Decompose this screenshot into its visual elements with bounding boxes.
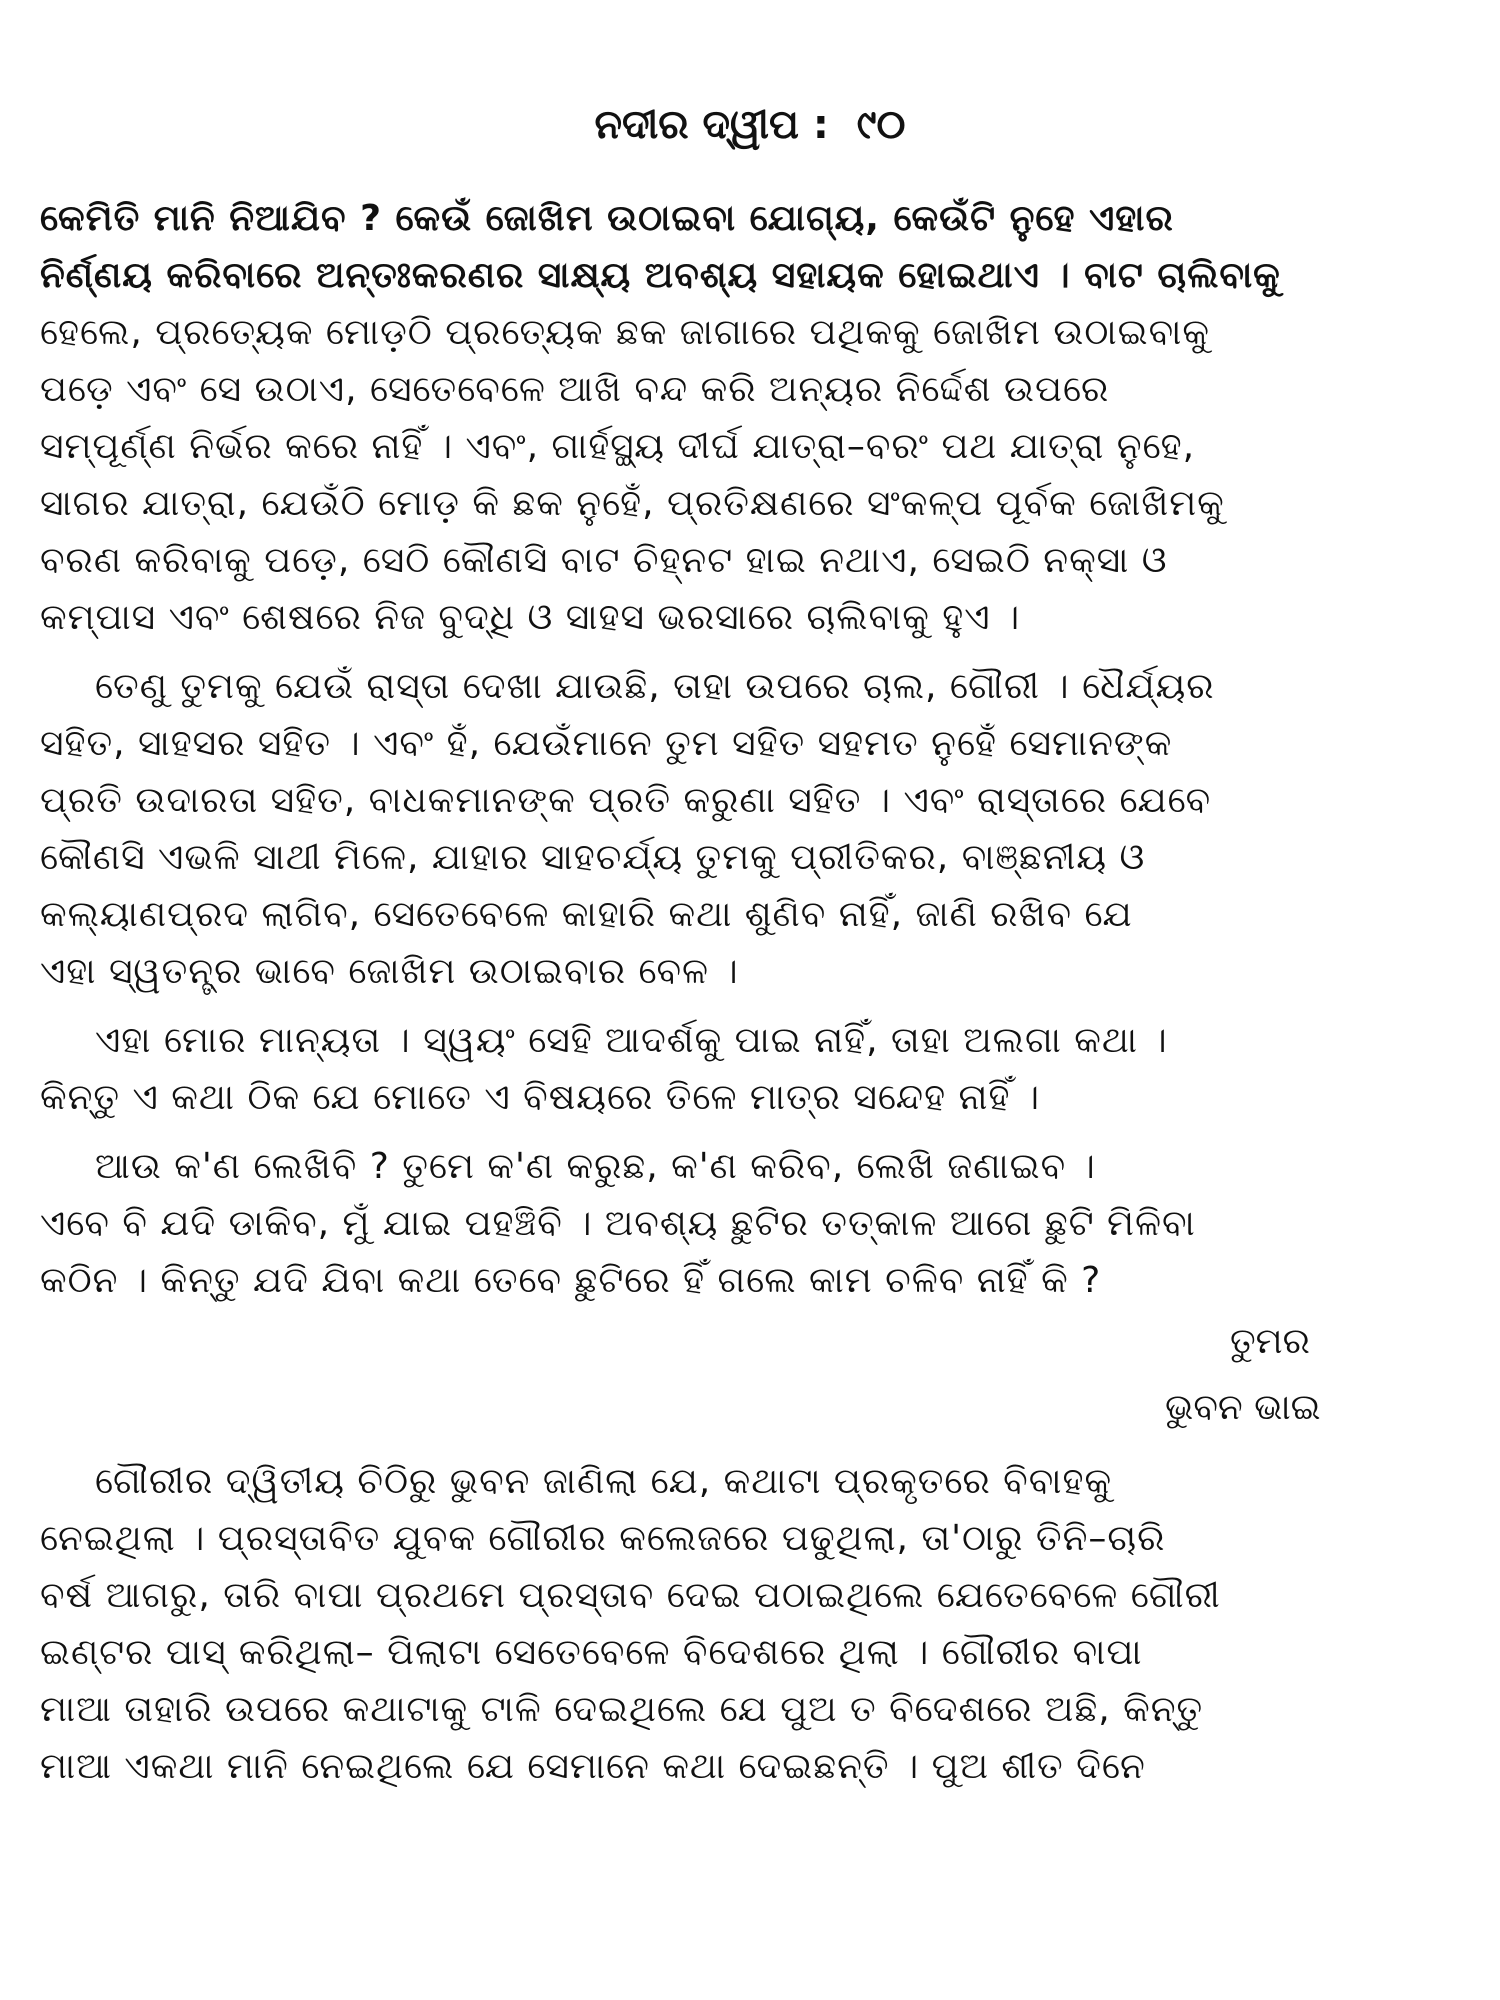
- text-line: ସହିତ, ସାହସର ସହିତ । ଏବଂ ହଁ, ଯେଉଁମାନେ ତୁମ ସହିତ ସହମତ ନୁହେଁ ସେମାନଙ୍କ: [40, 723, 1173, 764]
- text-line: ନେଇଥିଲା । ପ୍ରସ୍ତାବିତ ଯୁବକ ଗୌରୀର କଲେଜରେ ପଢୁଥିଲା, ତା'ଠାରୁ ତିନି–ଚାରି: [40, 1518, 1166, 1559]
- text-line: ହେଲେ, ପ୍ରତ୍ୟେକ ମୋଡ଼ଠି ପ୍ରତ୍ୟେକ ଛକ ଜାଗାରେ ପଥିକକୁ ଜୋଖିମ ଉଠାଇବାକୁ: [40, 312, 1210, 353]
- text-line: ଏବେ ବି ଯଦି ଡାକିବ, ମୁଁ ଯାଇ ପହଞ୍ଚିବି । ଅବଶ୍ୟ ଛୁଟିର ତତ୍‌କାଳ ଆଗେ ଛୁଟି ମିଳିବା: [40, 1203, 1196, 1244]
- text-line: ସାଗର ଯାତ୍ରା, ଯେଉଁଠି ମୋଡ଼ କି ଛକ ନୁହେଁ, ପ୍ରତିକ୍ଷଣରେ ସଂକଳ୍ପ ପୂର୍ବକ ଜୋଖିମକୁ: [40, 483, 1225, 524]
- text-line: ବର୍ଷ ଆଗରୁ, ତାରି ବାପା ପ୍ରଥମେ ପ୍ରସ୍ତାବ ଦେଇ ପଠାଇଥିଲେ ଯେତେବେଳେ ଗୌରୀ: [40, 1575, 1221, 1616]
- text-line: ଏହା ମୋର ମାନ୍ୟତା । ସ୍ୱୟଂ ସେହି ଆଦର୍ଶକୁ ପାଇ ନାହିଁ, ତାହା ଅଲଗା କଥା ।: [95, 1020, 1168, 1061]
- text-line: ଇଣ୍ଟର ପାସ୍ କରିଥିଲା– ପିଲାଟା ସେତେବେଳେ ବିଦେଶରେ ଥିଲା । ଗୌରୀର ବାପା: [40, 1632, 1143, 1673]
- text-line: ତେଣୁ ତୁମକୁ ଯେଉଁ ରାସ୍ତା ଦେଖା ଯାଉଛି, ତାହା ଉପରେ ଚାଲ, ଗୌରୀ । ଧୈର୍ଯ୍ୟର: [95, 666, 1215, 707]
- letter-signature: [40, 1309, 1460, 1441]
- page-body: [40, 190, 1460, 1795]
- text-line: ସମ୍ପୂର୍ଣ୍ଣ ନିର୍ଭର କରେ ନାହିଁ । ଏବଂ, ଗାର୍ହସ୍ଥ୍ୟ ଦୀର୍ଘ ଯାତ୍ରା–ବରଂ ପଥ ଯାତ୍ରା ନୁହେ,: [40, 426, 1196, 467]
- paragraph-4: [40, 1138, 1460, 1309]
- text-line: କେମିତି ମାନି ନିଆଯିବ ? କେଉଁ ଜୋଖିମ ଉଠାଇବା ଯୋଗ୍ୟ, କେଉଁଟି ନୁହେ ଏହାର: [40, 198, 1174, 239]
- text-line: କଠିନ । କିନ୍ତୁ ଯଦି ଯିବା କଥା ତେବେ ଛୁଟିରେ ହିଁ ଗଲେ କାମ ଚଳିବ ନାହିଁ କି ?: [40, 1260, 1102, 1301]
- text-line: କୌଣସି ଏଭଳି ସାଥୀ ମିଳେ, ଯାହାର ସାହଚର୍ଯ୍ୟ ତୁମକୁ ପ୍ରୀତିକର, ବାଞ୍ଛନୀୟ ଓ: [40, 837, 1146, 878]
- text-line: ପ୍ରତି ଉଦାରତା ସହିତ, ବାଧକମାନଙ୍କ ପ୍ରତି କରୁଣା ସହିତ । ଏବଂ ରାସ୍ତାରେ ଯେବେ: [40, 780, 1212, 821]
- text-line: ବରଣ କରିବାକୁ ପଡ଼େ, ସେଠି କୌଣସି ବାଟ ଚିହ୍ନଟ ହାଇ ନଥାଏ, ସେଇଠି ନକ୍ସା ଓ: [40, 540, 1168, 581]
- text-line: ନିର୍ଣ୍ଣୟ କରିବାରେ ଅନ୍ତଃକରଣର ସାକ୍ଷ୍ୟ ଅବଶ୍ୟ ସହାୟକ ହୋଇଥାଏ । ବାଟ ଚାଲିବାକୁ: [40, 255, 1281, 296]
- paragraph-5: [40, 1453, 1460, 1795]
- paragraph-3: [40, 1012, 1460, 1126]
- signature-name: ଭୁବନ ଭାଇ: [1165, 1387, 1321, 1428]
- paragraph-1: [40, 190, 1460, 646]
- page-header: ନଦୀର ଦ୍ୱୀପ : ୯୦: [594, 102, 906, 148]
- text-line: ପଡ଼େ ଏବଂ ସେ ଉଠାଏ, ସେତେବେଳେ ଆଖି ବନ୍ଦ କରି ଅନ୍ୟର ନିର୍ଦ୍ଦେଶ ଉପରେ: [40, 369, 1110, 410]
- paragraph-2: [40, 658, 1460, 1000]
- text-line: କଲ୍ୟାଣପ୍ରଦ ଲାଗିବ, ସେତେବେଳେ କାହାରି କଥା ଶୁଣିବ ନାହିଁ, ଜାଣି ରଖିବ ଯେ: [40, 894, 1133, 935]
- text-line: ଗୌରୀର ଦ୍ୱିତୀୟ ଚିଠିରୁ ଭୁବନ ଜାଣିଲା ଯେ, କଥାଟା ପ୍ରକୃତରେ ବିବାହକୁ: [95, 1461, 1113, 1502]
- text-line: କମ୍ପାସ ଏବଂ ଶେଷରେ ନିଜ ବୁଦ୍ଧି ଓ ସାହସ ଭରସାରେ ଚାଲିବାକୁ ହୁଏ ।: [40, 597, 1021, 638]
- text-line: ଏହା ସ୍ୱତନ୍ତ୍ର ଭାବେ ଜୋଖିମ ଉଠାଇବାର ବେଳ ।: [40, 951, 739, 992]
- signature-closing: ତୁମର: [1230, 1321, 1310, 1362]
- book-page: [40, 0, 1460, 2000]
- text-line: ଆଉ କ'ଣ ଲେଖିବି ? ତୁମେ କ'ଣ କରୁଛ, କ'ଣ କରିବ, ଲେଖି ଜଣାଇବ ।: [95, 1146, 1096, 1187]
- text-line: ମାଆ ଏକଥା ମାନି ନେଇଥିଲେ ଯେ ସେମାନେ କଥା ଦେଇଛନ୍ତି । ପୁଅ ଶୀତ ଦିନେ: [40, 1746, 1146, 1787]
- text-line: କିନ୍ତୁ ଏ କଥା ଠିକ ଯେ ମୋତେ ଏ ବିଷୟରେ ତିଳେ ମାତ୍ର ସନ୍ଦେହ ନାହିଁ ।: [40, 1077, 1041, 1118]
- text-line: ମାଆ ତାହାରି ଉପରେ କଥାଟାକୁ ଟାଳି ଦେଇଥିଲେ ଯେ ପୁଅ ତ ବିଦେଶରେ ଅଛି, କିନ୍ତୁ: [40, 1689, 1204, 1730]
